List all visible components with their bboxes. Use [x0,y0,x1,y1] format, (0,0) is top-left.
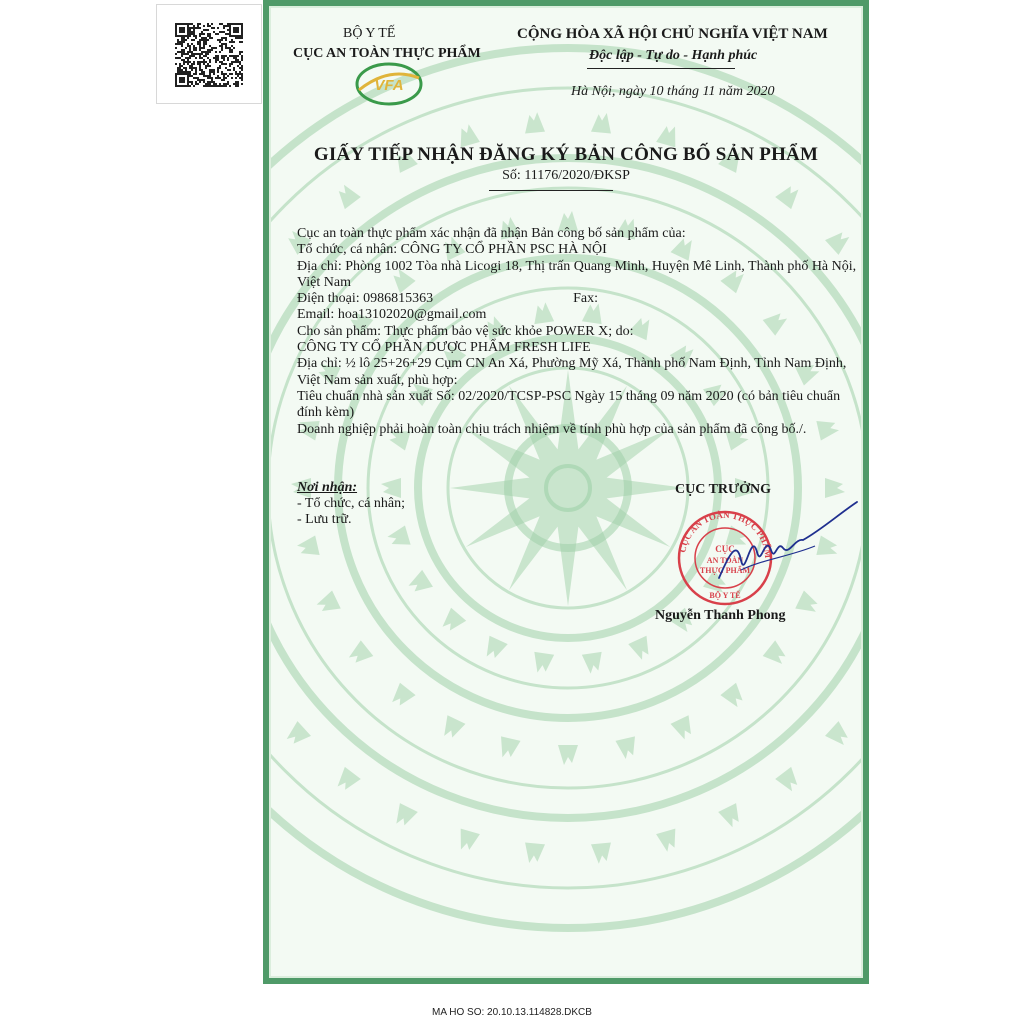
manufacturer-address: Địa chỉ: ½ lô 25+26+29 Cụm CN An Xá, Phường Mỹ Xá, Thành phố Nam Định, Tỉnh Nam Định, Việt Nam sản xuất, phù hợp: [297,356,847,388]
stamp-center-line: AN TOÀN [706,556,744,565]
email-address: Email: hoa13102020@gmail.com [297,307,487,323]
motto-underline [587,68,735,69]
national-motto: Độc lập - Tự do - Hạnh phúc [589,48,758,63]
manufacturer-name: CÔNG TY CỔ PHẦN DƯỢC PHẨM FRESH LIFE [297,340,591,356]
vfa-logo-icon [353,60,425,108]
confirmation-line: Cục an toàn thực phẩm xác nhận đã nhận Bản công bố sản phẩm của: [297,226,686,241]
dossier-code: MA HO SO: 20.10.13.114828.DKCB [432,1007,592,1018]
stamp-center-line: THỰC PHẨM [699,566,751,575]
certificate-frame [263,0,869,984]
document-title: GIẤY TIẾP NHẬN ĐĂNG KÝ BẢN CÔNG BỐ SẢN PHẨM [313,144,819,165]
recipients-block [297,480,405,528]
recipients-label: Nơi nhận: [297,480,358,495]
qr-code-icon [175,23,243,87]
stamp-center-line: CỤC [715,544,735,554]
recipient-item: - Tổ chức, cá nhân; [297,496,406,511]
document-number: Số: 11176/2020/ĐKSP [502,168,630,183]
product-line: Cho sản phẩm: Thực phẩm bảo vệ sức khỏe POWER X; do: [297,323,634,339]
recipient-item: - Lưu trữ. [297,512,352,527]
issue-date: Hà Nội, ngày 10 tháng 11 năm 2020 [571,84,775,99]
certificate-paper [269,6,863,978]
standard-line: Tiêu chuẩn nhà sản xuất Số: 02/2020/TCSP-PSC Ngày 15 tháng 09 năm 2020 (có bản tiêu chuẩn đính kèm) [297,388,841,421]
signer-name: Nguyễn Thanh Phong [655,608,786,623]
country-name: CỘNG HÒA XÃ HỘI CHỦ NGHĨA VIỆT NAM [517,26,828,42]
signer-title: CỤC TRƯỞNG [675,482,772,497]
logo-text: VFA [374,77,404,94]
organization-address: Địa chỉ: Phòng 1002 Tòa nhà Licogi 18, Thị trấn Quang Minh, Huyện Mê Linh, Thành phố Hà Nội, Việt Nam [297,258,857,290]
organization-line: Tổ chức, cá nhân: CÔNG TY CỔ PHẦN PSC HÀ NỘI [297,242,607,258]
stamp-bottom-text: BỘ Y TẾ [709,591,741,600]
stamp-ring-text: CỤC AN TOÀN THỰC PHẨM [677,509,774,559]
ministry-name: BỘ Y TẾ [343,26,396,41]
phone-number: Điện thoại: 0986815363 [297,291,434,307]
title-underline [489,190,613,191]
certificate-body [297,226,857,438]
agency-name: CỤC AN TOÀN THỰC PHẨM [293,46,481,61]
contact-line [297,291,857,307]
responsibility-line: Doanh nghiệp phải hoàn toàn chịu trách nhiệm về tính phù hợp của sản phẩm đã công bố./. [297,421,807,437]
qr-code-box [156,4,262,104]
signature-icon [711,490,861,590]
fax-number: Fax: [573,291,598,307]
